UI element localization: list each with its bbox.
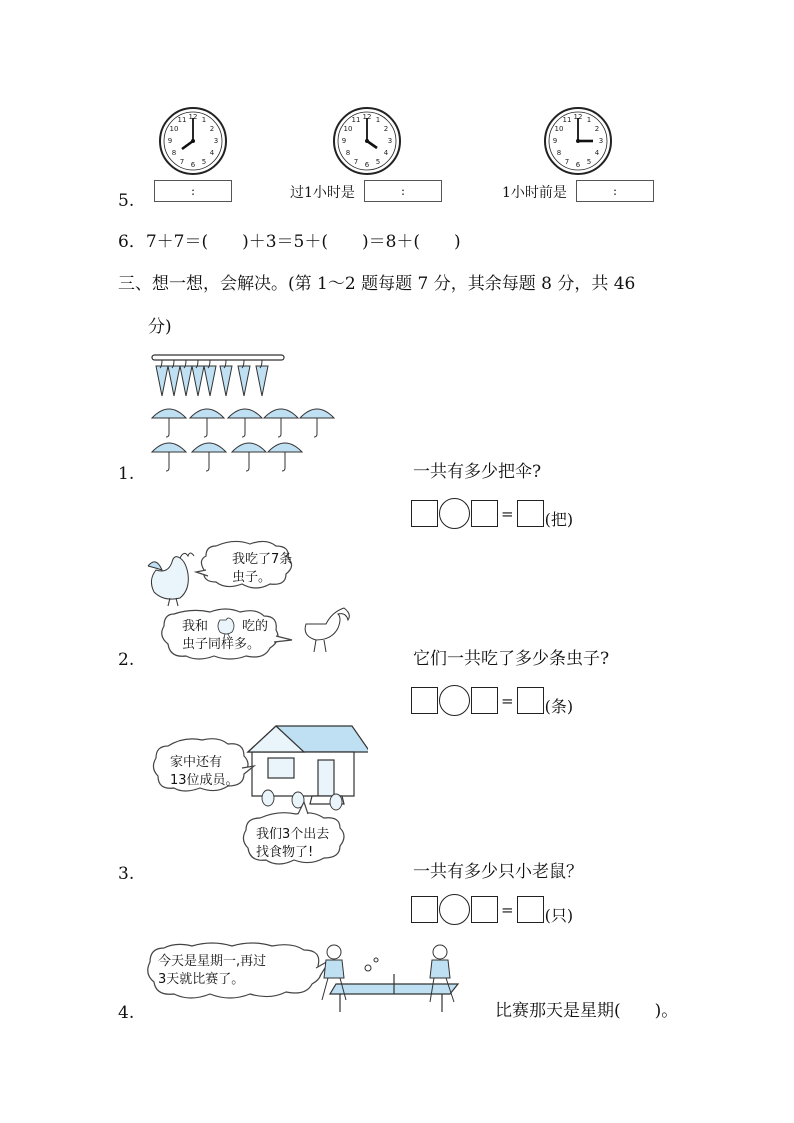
clock-number: 1 — [375, 116, 381, 124]
umbrellas-illustration — [150, 352, 340, 474]
clock-number: 5 — [375, 158, 381, 166]
clock-number: 4 — [209, 149, 215, 157]
bubble-line: 3天就比赛了。 — [158, 972, 245, 987]
unit-label: (把) — [544, 510, 574, 529]
bubble-line: 虫子。 — [232, 570, 272, 585]
clock-number: 9 — [341, 137, 347, 145]
clock-number: 9 — [167, 137, 173, 145]
answer-square[interactable] — [471, 687, 498, 714]
clock-number: 4 — [594, 149, 600, 157]
bubble-line: 我们3个出去 — [256, 827, 330, 842]
clock-number: 5 — [201, 158, 207, 166]
speech-bubble — [158, 953, 266, 989]
operator-circle[interactable] — [439, 498, 470, 529]
operator-circle[interactable] — [439, 894, 470, 925]
question-6: 6．7＋7＝( )＋3＝5＋( )＝8＋( ) — [118, 232, 461, 252]
answer-square[interactable] — [411, 896, 438, 923]
clock-number: 8 — [171, 149, 177, 157]
equals-sign: = — [501, 504, 514, 523]
bubble-line: 13位成员。 — [170, 773, 239, 788]
problem2-question: 它们一共吃了多少条虫子? — [413, 649, 610, 669]
time-answer-box[interactable]: : — [364, 180, 442, 202]
problem-number: 1. — [118, 464, 135, 484]
clock-number: 3 — [387, 137, 393, 145]
equals-sign: = — [501, 900, 514, 919]
clock-number: 4 — [383, 149, 389, 157]
clock-number: 8 — [345, 149, 351, 157]
clock-number: 10 — [169, 125, 179, 133]
speech-bubble — [232, 551, 292, 587]
equation-row — [411, 684, 573, 717]
label-after: 过1小时是 — [290, 185, 355, 201]
answer-square[interactable] — [517, 500, 544, 527]
clock-number: 1 — [586, 116, 592, 124]
clock-number: 2 — [209, 125, 215, 133]
problem3-question: 一共有多少只小老鼠？ — [413, 862, 583, 882]
equation-row — [411, 893, 573, 926]
bubble-line: 家中还有 — [170, 755, 223, 770]
clock-number: 12 — [573, 113, 583, 121]
bubble-text: 我和 — [182, 619, 209, 634]
answer-square[interactable] — [411, 500, 438, 527]
time-answer-box[interactable]: : — [154, 180, 232, 202]
section-heading: 三、想一想，会解决。(第 1～2 题每题 7 分，其余每题 8 分，共 46 — [118, 274, 636, 294]
clock-number: 8 — [556, 149, 562, 157]
speech-bubble — [256, 826, 329, 862]
equation-row — [411, 497, 573, 530]
bubble-line: 虫子同样多。 — [182, 637, 261, 652]
clock-number: 11 — [351, 116, 361, 124]
time-answer-box[interactable]: : — [576, 180, 654, 202]
clock-number: 9 — [552, 137, 558, 145]
clock-icon — [332, 106, 402, 176]
bubble-line: 今天是星期一,再过 — [158, 954, 267, 969]
bubble-text: 吃的 — [242, 619, 269, 634]
clock-number: 5 — [586, 158, 592, 166]
clock-number: 2 — [383, 125, 389, 133]
clock-icon — [543, 106, 613, 176]
clock-number: 11 — [177, 116, 187, 124]
clock-number: 12 — [362, 113, 372, 121]
equals-sign: = — [501, 691, 514, 710]
problem4-question[interactable]: 比赛那天是星期( )。 — [495, 1001, 679, 1021]
problem1-question: 一共有多少把伞? — [413, 462, 542, 482]
clock-number: 6 — [364, 161, 370, 169]
bubble-line — [182, 618, 268, 636]
answer-square[interactable] — [471, 500, 498, 527]
answer-square[interactable] — [411, 687, 438, 714]
answer-square[interactable] — [471, 896, 498, 923]
clock-number: 2 — [594, 125, 600, 133]
section-heading-cont: 分) — [148, 317, 172, 337]
label-before: 1小时前是 — [502, 185, 567, 201]
clock-number: 1 — [201, 116, 207, 124]
unit-label: (只) — [544, 906, 574, 925]
clock-number: 7 — [353, 158, 359, 166]
answer-square[interactable] — [517, 896, 544, 923]
clock-number: 11 — [562, 116, 572, 124]
answer-square[interactable] — [517, 687, 544, 714]
speech-bubble — [170, 754, 239, 790]
clock-number: 12 — [188, 113, 198, 121]
clock-icon — [158, 106, 228, 176]
operator-circle[interactable] — [439, 685, 470, 716]
clock-number: 3 — [598, 137, 604, 145]
unit-label: (条) — [544, 697, 574, 716]
bubble-line: 我吃了7条 — [232, 552, 293, 567]
clock-number: 3 — [213, 137, 219, 145]
question-number: 5. — [118, 191, 135, 211]
problem-number: 4. — [118, 1003, 135, 1023]
bubble-line: 找食物了! — [256, 845, 314, 860]
clock-number: 6 — [190, 161, 196, 169]
clock-number: 10 — [554, 125, 564, 133]
problem-number: 2. — [118, 650, 135, 670]
clock-number: 10 — [343, 125, 353, 133]
problem-number: 3. — [118, 864, 135, 884]
speech-bubble — [182, 618, 268, 654]
clock-number: 7 — [564, 158, 570, 166]
clock-number: 6 — [575, 161, 581, 169]
clock-number: 7 — [179, 158, 185, 166]
